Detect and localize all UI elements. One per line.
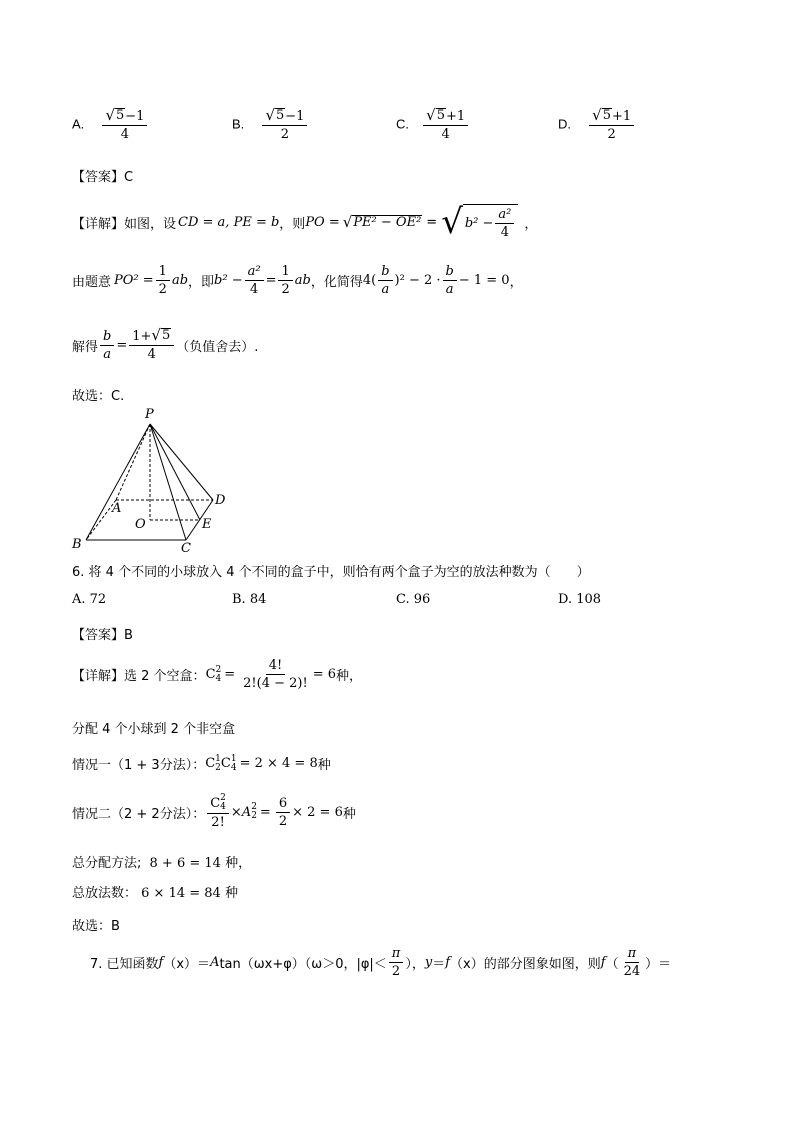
label-E: E xyxy=(202,517,212,532)
q6-option-d: D. 108 xyxy=(558,592,602,607)
q6-choose: 故选：B xyxy=(72,919,120,934)
label-A: A xyxy=(112,501,122,516)
option-label: B. xyxy=(232,116,245,132)
label-P: P xyxy=(145,407,154,422)
q5-detail-line-3: 解得 $\frac{b}{a}$ = 1+ √ 5 4 （负值舍去）. xyxy=(72,326,259,362)
label-D: D xyxy=(215,493,226,508)
q5-option-d xyxy=(558,108,636,142)
q6-option-c: C. 96 xyxy=(396,592,431,607)
q6-detail-line-5: 总分配方法; 8 + 6 = 14 种， xyxy=(72,856,252,871)
option-label: D. xyxy=(558,116,571,132)
label-C: C xyxy=(181,541,191,556)
edge-PA xyxy=(116,424,150,500)
label-B: B xyxy=(72,537,82,552)
option-fraction: √ 5 −1 2 xyxy=(262,108,307,142)
q6-detail-line-4: 情况二（2 + 2分法）： C 2 4 2! × A 2 2 = $\frac{6}{2}$ × 2 = 6 种 xyxy=(72,793,356,830)
q6-detail-line-6: 总放法数： 6 × 14 = 84 种 xyxy=(72,886,238,901)
option-fraction: √ 5 −1 4 xyxy=(102,108,147,142)
q6-detail-line-3: 情况一（1 + 3分法）： C 1 2 C 1 4 = 2 × 4 = 8 种 xyxy=(72,753,331,773)
option-label: C. xyxy=(396,116,409,132)
option-label: A. xyxy=(72,116,85,132)
q7-stem: 7. 已知函数 f （x）＝ A tan（ωx+φ）（ω＞0，|φ|＜ $\frac{\pi}{2}$ ）， y ＝ f （x）的部分图象如图，则 f （ $\frac{\pi}{24}$ ）＝ xyxy=(90,946,672,979)
label-O: O xyxy=(135,517,146,532)
q5-option-c xyxy=(396,108,470,142)
q5-option-b xyxy=(232,108,309,142)
q6-detail-line-1: 【详解】 选 2 个空盒： C 2 4 = $\frac{4!}{2!(4 - 2)!}$ = 6 种， xyxy=(72,658,363,691)
q6-detail-line-2: 分配 4 个小球到 2 个非空盒 xyxy=(72,722,236,737)
pyramid-figure xyxy=(68,404,238,556)
q6-answer: 【答案】B xyxy=(72,628,133,643)
q6-stem: 6. 将 4 个不同的小球放入 4 个不同的盒子中，则恰有两个盒子为空的放法种数为（ ） xyxy=(72,565,590,580)
q5-option-a xyxy=(72,108,149,142)
q6-option-a: A. 72 xyxy=(72,592,107,607)
q5-detail-line-2: 由题意 PO² = $\frac{1}{2}$ ab ，即 b² − $\frac{\text{a²}}{4}$ = $\frac{1}{2}$ ab ，化简得 4( $\frac{b}{a}$ )² − 2 · $\frac{b}{a}$ − 1 = 0 ， xyxy=(72,264,523,297)
option-fraction: √ 5 +1 2 xyxy=(589,108,634,142)
q5-detail-line-1: 【详解】 如图，设 CD = a, PE = b ，则 PO = √ PE² − OE² = √ b² − $\frac{\text{a²}}{4}$ ， xyxy=(72,202,538,242)
edge-PD xyxy=(150,424,213,500)
q5-answer: 【答案】C xyxy=(72,170,134,185)
option-fraction: √ 5 +1 4 xyxy=(423,108,468,142)
q6-option-b: B. 84 xyxy=(232,592,267,607)
q5-choose: 故选：C. xyxy=(72,389,125,404)
